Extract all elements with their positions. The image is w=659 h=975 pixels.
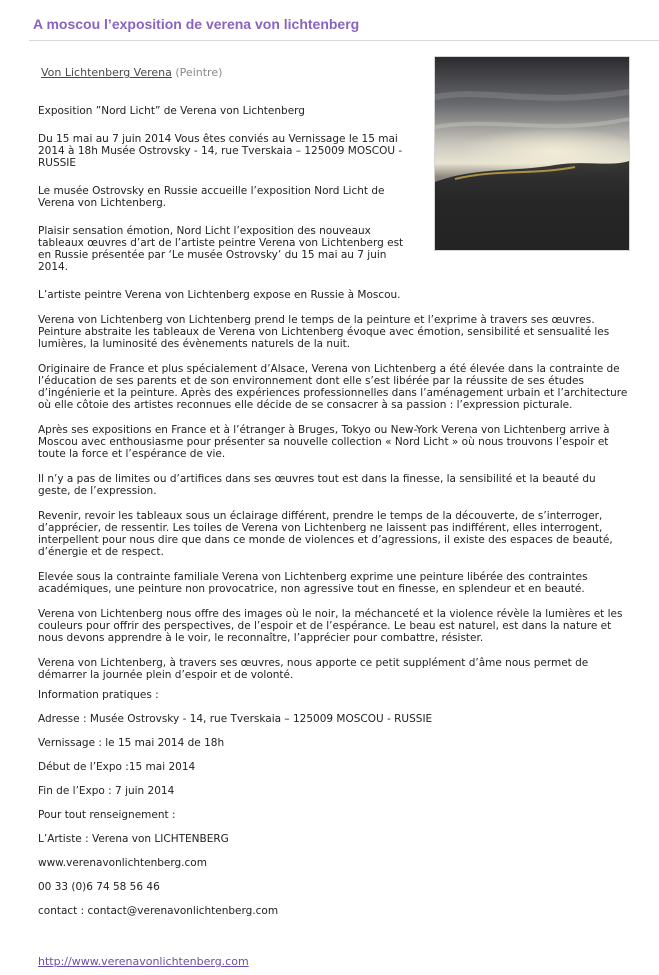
article-body <box>38 105 630 681</box>
title-divider <box>29 40 659 41</box>
info-phone: 00 33 (0)6 74 58 56 46 <box>38 881 160 893</box>
paragraph: Verena von Lichtenberg, à travers ses œuvres, nous apporte ce petit supplément d’âme nous permet de démarrer la journée plein d’espoir et de volonté. <box>38 657 589 681</box>
info-address: Adresse : Musée Ostrovsky - 14, rue Tverskaia – 125009 MOSCOU - RUSSIE <box>38 713 433 725</box>
paragraph: Du 15 mai au 7 juin 2014 Vous êtes conviés au Vernissage le 15 mai 2014 à 18h Musée Ostrovsky - 14, rue Tverskaia – 125009 MOSCOU - RUSSIE <box>38 133 403 169</box>
paragraph: L’artiste peintre Verena von Lichtenberg expose en Russie à Moscou. <box>38 289 401 301</box>
info-heading: Information pratiques : <box>38 689 159 701</box>
paragraph: Exposition ”Nord Licht” de Verena von Lichtenberg <box>38 105 305 117</box>
info-start: Début de l’Expo :15 mai 2014 <box>38 761 196 773</box>
paragraph: Elevée sous la contrainte familiale Verena von Lichtenberg exprime une peinture libérée des contraintes académiques, une peinture non provocatrice, non agressive tout en finesse, en splendeur et en beauté. <box>38 571 588 595</box>
info-contact: contact : contact@verenavonlichtenberg.com <box>38 905 279 917</box>
info-artist: L’Artiste : Verena von LICHTENBERG <box>38 833 229 845</box>
info-vernissage: Vernissage : le 15 mai 2014 de 18h <box>38 737 225 749</box>
practical-info <box>38 689 630 917</box>
info-end: Fin de l’Expo : 7 juin 2014 <box>38 785 175 797</box>
paragraph: Il n’y a pas de limites ou d’artifices dans ses œuvres tout est dans la finesse, la sensibilité et la beauté du geste, de l’expression. <box>38 473 596 497</box>
paragraph: Revenir, revoir les tableaux sous un éclairage différent, prendre le temps de la découverte, de s’interroger, d’apprécier, de ressentir. Les toiles de Verena von Lichtenberg ne laissent pas indifférent, elles interrogent, interpellent pour nous dire que dans ce monde de violences et d’agressions, il existe des espaces de beauté, d’énergie et de respect. <box>38 510 613 558</box>
footer-website-link[interactable]: http://www.verenavonlichtenberg.com <box>38 955 249 968</box>
paragraph: Originaire de France et plus spécialement d’Alsace, Verena von Lichtenberg a été élevée dans la contrainte de l’éducation de ses parents et de son environnement dont elle s’est libérée par la réussite de ses études d’ingénierie et la peinture. Après des expériences professionnelles dans l’aménagement urbain et l’architecture où elle côtoie des artistes reconnues elle décide de se consacrer à sa passion : l’expression picturale. <box>38 363 628 411</box>
info-more: Pour tout renseignement : <box>38 809 176 821</box>
paragraph: Plaisir sensation émotion, Nord Licht l’exposition des nouveaux tableaux œuvres d’art de l’artiste peintre Verena von Lichtenberg est en Russie présentée par ‘Le musée Ostrovsky’ du 15 mai au 7 juin 2014. <box>38 225 404 273</box>
paragraph: Verena von Lichtenberg nous offre des images où le noir, la méchanceté et la violence révèle la lumières et les couleurs pour offrir des perspectives, de l’espoir et de l’espérance. Le beau est naturel, est dans la nature et nous devons apprendre à le voir, le reconnaître, l’apprécier pour combattre, résister. <box>38 608 623 644</box>
author-link[interactable]: Von Lichtenberg Verena <box>41 66 172 79</box>
paragraph: Après ses expositions en France et à l’étranger à Bruges, Tokyo ou New-York Verena von Lichtenberg arrive à Moscou avec enthousiasme pour présenter sa nouvelle collection « Nord Licht » où nous trouvons l’espoir et toute la force et l’espérance de vie. <box>38 424 610 460</box>
page-title: A moscou l’exposition de verena von lichtenberg <box>33 16 360 32</box>
info-website: www.verenavonlichtenberg.com <box>38 857 207 869</box>
paragraph: Le musée Ostrovsky en Russie accueille l’exposition Nord Licht de Verena von Lichtenberg. <box>38 185 385 209</box>
author-role: (Peintre) <box>175 66 223 79</box>
paragraph: Verena von Lichtenberg von Lichtenberg prend le temps de la peinture et l’exprime à travers ses œuvres. Peinture abstraite les tableaux de Verena von Lichtenberg évoque avec émotion, sensibilité et sensualité les lumières, la luminosité des évènements naturels de la nuit. <box>38 314 610 350</box>
author-line <box>41 66 222 79</box>
